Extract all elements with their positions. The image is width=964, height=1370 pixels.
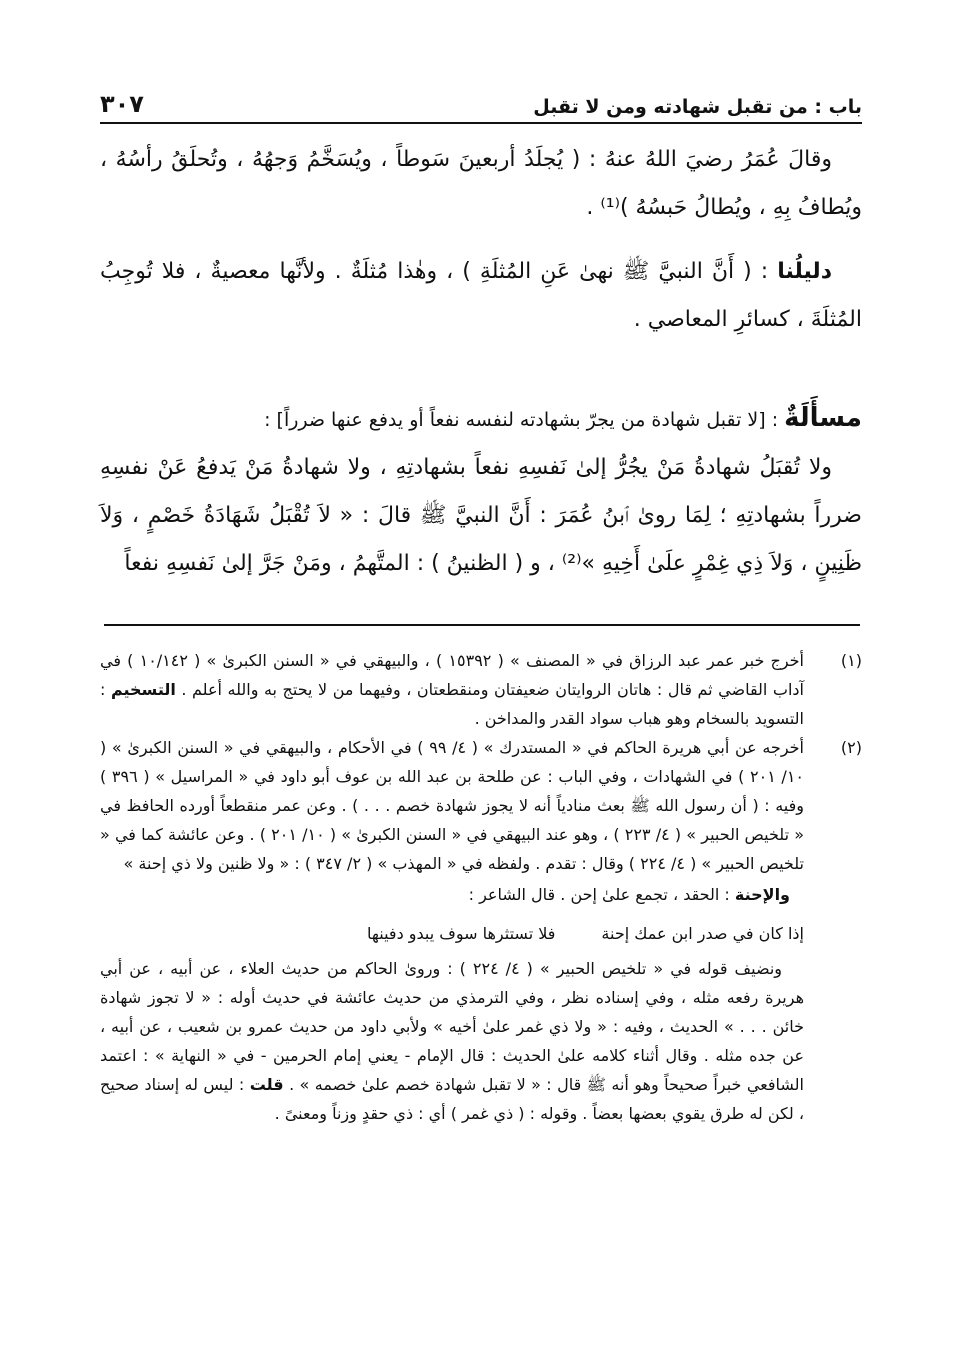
footnote-2-addendum bbox=[100, 954, 804, 1128]
footnote-2-ihna bbox=[100, 880, 804, 909]
footnote-text bbox=[100, 646, 804, 733]
footnote-2 bbox=[100, 733, 862, 878]
footnote-1 bbox=[100, 646, 862, 733]
verse-first-hemistich: إذا كان في صدر ابن عمك إحنة bbox=[601, 924, 804, 943]
footnote-text: أخرجه عن أبي هريرة الحاكم في « المستدرك » ( ٤/ ٩٩ ) في الأحكام ، والبيهقي في « السنن الكبرىٰ » ( ١٠/ ٢٠١ ) في الشهادات ، وفي الباب : عن طلحة بن عبد الله بن عوف أبو داود في « المراسيل » ( ٣٩٦ ) وفيه : ( أن رسول الله ﷺ بعث منادياً أنه لا يجوز شهادة خصم . . . ) . وعن عمر منقطعاً أورده الحافظ في « تلخيص الحبير » ( ٤/ ٢٢٣ ) ، وهو عند البيهقي في « السنن الكبرىٰ » ( ١٠/ ٢٠١ ) . وعن عائشة كما في « تلخيص الحبير » ( ٤/ ٢٢٤ ) وقال : تقدم . ولفظه في « المهذب » ( ٢/ ٣٤٧ ) : « ولا ظنين ولا ذي إحنة » bbox=[100, 738, 805, 873]
main-text bbox=[100, 136, 862, 588]
ihna-definition: : الحقد ، تجمع علىٰ إحن . قال الشاعر : bbox=[468, 885, 735, 904]
evidence-keyword: دليلُنا bbox=[777, 259, 832, 284]
poetry-verse bbox=[100, 919, 804, 948]
footnote-rule bbox=[104, 624, 860, 626]
footnotes bbox=[100, 646, 862, 1128]
running-title: باب : من تقبل شهادته ومن لا تقبل bbox=[533, 96, 862, 118]
verse-second-hemistich: فلا تستثرها سوف يبدو دفينها bbox=[367, 924, 556, 943]
evidence-text: : ( أَنَّ النبيَّ ﷺ نهىٰ عَنِ المُثلَةِ ) ، وهٰذا مُثلَةٌ . ولأنَّها معصيةٌ ، فلا تُوجِبُ المُثلَةَ ، كسائرِ المعاصي . bbox=[100, 259, 862, 332]
paragraph-evidence bbox=[100, 248, 862, 344]
addendum-text-a: ونضيف قوله في « تلخيص الحبير » ( ٤/ ٢٢٤ ) : وروىٰ الحاكم من حديث العلاء ، عن أبيه ، عن أبي هريرة رفعه مثله ، وفي إسناده نظر ، وفي الترمذي من حديث عائشة في حديث أوله : « لا تجوز شهادة خائن . . . » الحديث ، وفيه : « ولا ذي غمر علىٰ أخيه » ولأبي داود من حديث عمرو بن شعيب ، عن أبيه ، عن جده مثله . وقال أثناء كلامه علىٰ الحديث : قال الإمام - يعني إمام الحرمين - في « النهاية » : اعتمد الشافعي خبراً صحيحاً وهو أنه ﷺ قال : « لا تقبل شهادة خصم علىٰ خصمه » . bbox=[100, 959, 804, 1094]
header-rule bbox=[100, 122, 862, 124]
page-header bbox=[100, 84, 862, 118]
ihna-term: والإحنة bbox=[734, 885, 790, 904]
qultu-keyword: قلت bbox=[249, 1075, 284, 1094]
masala-title: : [لا تقبل شهادة من يجرّ بشهادته لنفسه نفعاً أو يدفع عنها ضرراً] : bbox=[264, 409, 785, 431]
footnote-number: (٢) bbox=[840, 738, 862, 757]
masala-keyword: مسأَلَةٌ bbox=[784, 403, 862, 433]
page-number: ٣٠٧ bbox=[100, 90, 144, 118]
masala-heading bbox=[100, 394, 862, 444]
footnote-1-body: أخرج خبر عمر عبد الرزاق في « المصنف » ( ١٥٣٩٢ ) ، والبيهقي في « السنن الكبرىٰ » ( ١٠/١٤٢ ) في آداب القاضي ثم قال : هاتان الروايتان ضعيفتان ومنقطعتان ، وفيهما من لا يحتج به والله أعلم . bbox=[100, 651, 805, 699]
footnote-1-term: التسخيم bbox=[110, 680, 176, 699]
paragraph-umar-quote: وقالَ عُمَرُ رضيَ اللهُ عنهُ : ( يُجلَدُ أربعينَ سَوطاً ، ويُسَخَّمُ وَجهُهُ ، وتُحلَقُ رأسُهُ ، ويُطافُ بِهِ ، ويُطالُ حَبسُهُ )⁽¹⁾ . bbox=[100, 147, 862, 220]
footnote-1-term-definition: : التسويد بالسخام وهو هباب سواد القدر والمداخن . bbox=[100, 680, 804, 728]
footnote-number: (١) bbox=[840, 651, 862, 670]
addendum-text-b: : ليس له إسناد صحيح ، لكن له طرق يقوي بعضها بعضاً . وقوله : ( ذي غمر ) أي : ذي حقدٍ وزناً ومعنىً . bbox=[100, 1075, 804, 1123]
paragraph-testimony-rule: ولا تُقبَلُ شهادةُ مَنْ يجُرُّ إلىٰ نَفسِهِ نفعاً بشهادتِهِ ، ولا شهادةُ مَنْ يَدفعُ عَنْ نفسِهِ ضرراً بشهادتِهِ ؛ لِمَا روىٰ ٱبنُ عُمَرَ : أَنَّ النبيَّ ﷺ قالَ : « لاَ تُقْبَلُ شَهَادَةُ خَصْمٍ ، وَلاَ ظَنِينٍ ، وَلاَ ذِي غِمْرٍ علَىٰ أَخِيهِ »⁽²⁾ ، و ( الظنينُ ) : المتَّهمُ ، ومَنْ جَرَّ إلىٰ نَفسِهِ نفعاً bbox=[100, 455, 862, 576]
